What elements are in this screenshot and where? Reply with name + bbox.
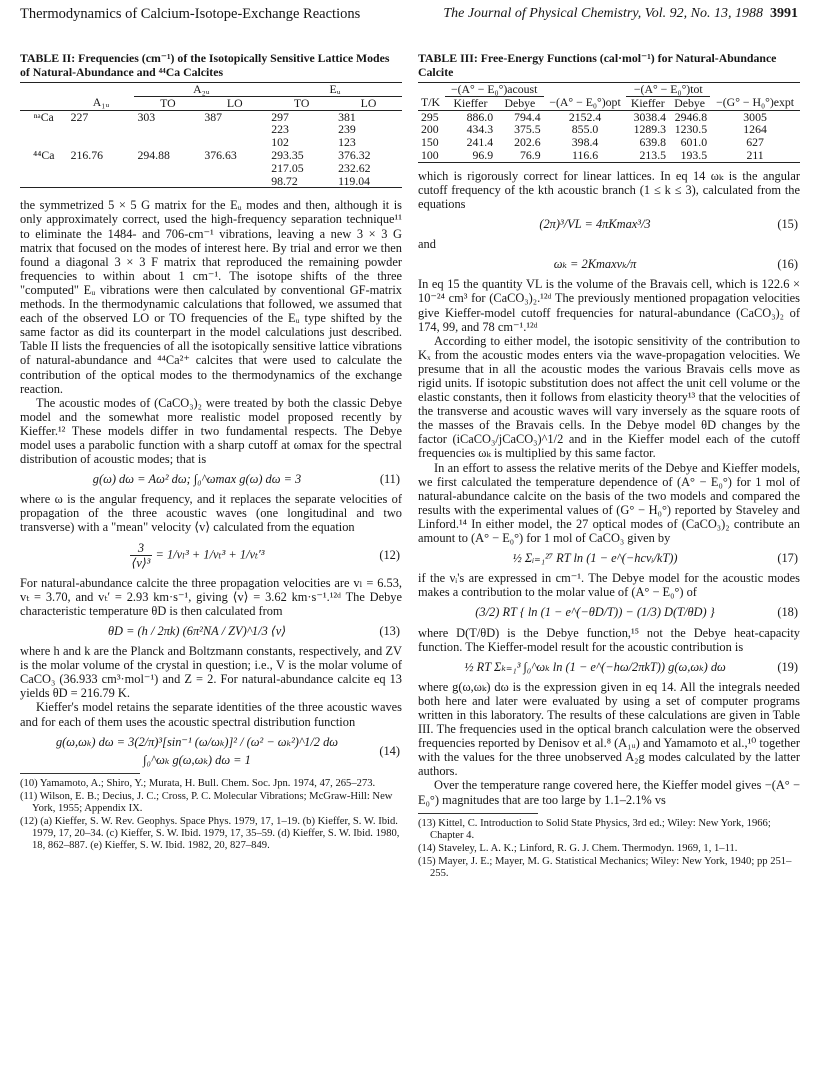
table2-group-a2u: A₂ᵤ: [134, 83, 268, 97]
table2-corner2: [20, 96, 68, 110]
running-title: Thermodynamics of Calcium-Isotope-Exchange Reactions: [20, 6, 361, 22]
paragraph: where ω is the angular frequency, and it replaces the separate velocities of propagation of the three acoustic waves (one longitudinal and two transverse) with a "mean" velocity ⟨v⟩ calculated from the equation: [20, 492, 402, 535]
footnote: (12) (a) Kieffer, S. W. Rev. Geophys. Space Phys. 1979, 17, 1–19. (b) Kieffer, S. W. Ibid. 1979, 17, 20–34. (c) Kieffer, S. W. Ibid. 1979, 17, 35–59. (d) Kieffer, S. W. Ibid. 1980, 18, 862–887. (e) Kieffer, S. W. Ibid. 1982, 20, 827–849.: [20, 815, 400, 851]
table3: [418, 82, 800, 163]
paragraph: For natural-abundance calcite the three propagation velocities are vₗ = 6.53, vₜ = 3.70, and vₜ′ = 2.93 km·s⁻¹, giving ⟨v⟩ = 3.62 km·s⁻¹.¹²ᵈ The Debye characteristic temperature θD is then calculated from: [20, 575, 402, 618]
left-column: [20, 52, 402, 853]
cell: 227: [70, 109, 89, 124]
footnote: (14) Staveley, L. A. K.; Linford, R. G. J. Chem. Thermodyn. 1969, 1, 1–11.: [418, 842, 738, 854]
footnote: (11) Wilson, E. B.; Decius, J. C.; Cross, P. C. Molecular Vibrations; McGraw-Hill: New York, 1955; Appendix IX.: [20, 790, 393, 814]
cell: 216.76: [70, 147, 104, 162]
cell: 387: [204, 109, 223, 124]
paragraph: if the νᵢ's are expressed in cm⁻¹. The Debye model for the acoustic modes makes a contribution to the molar value of (A° − E₀°) of: [418, 571, 800, 600]
table3-row: 100 96.9 76.9 116.6 213.5 193.5 211: [418, 149, 800, 162]
table3-header: −(G° − H₀°)expt: [716, 95, 795, 110]
equation-14: g(ω,ωₖ) dω = 3(2/π)³[sin⁻¹ (ω/ωₖ)]² / (ω² − ωₖ²)^1/2 dω ∫₀^ωₖ g(ω,ωₖ) dω = 1 (14): [55, 734, 400, 767]
equation-12: $\frac{3}{\text{⟨v⟩³}}$ = 1/vₗ³ + 1/vₜ³ + 1/vₜ′³ (12): [131, 540, 400, 570]
equation-17: ½ Σᵢ₌₁²⁷ RT ln (1 − e^(−hcνᵢ/kT)) (17): [512, 551, 798, 566]
paragraph: The acoustic modes of (CaCO₃)₂ were treated by both the classic Debye model and the somewhat more realistic model proposed recently by Kieffer.¹² These models differ in two fundamental respects. The Debye model uses a parabolic function with a sharp cutoff at ωmax for the spectral distribution of acoustic modes; that is: [20, 395, 402, 467]
table3-corner: [418, 83, 445, 97]
footnote: (10) Yamamoto, A.; Shiro, Y.; Murata, H. Bull. Chem. Soc. Jpn. 1974, 47, 265–273.: [20, 777, 376, 789]
cell: 376.32 232.62 119.04: [338, 147, 371, 188]
equation-15: (2π)³/VL = 4πKmax³/3 (15): [539, 217, 798, 232]
paragraph: Kieffer's model retains the separate identities of the three acoustic waves and for each of them uses the acoustic spectral distribution function: [20, 700, 402, 729]
footnote-rule: [418, 813, 538, 814]
table3-header: Debye: [504, 95, 536, 110]
table3-header: Debye: [674, 95, 705, 110]
table3-group-tot: −(A° − E₀°)tot: [626, 83, 710, 97]
cell: 297 223 102: [271, 109, 289, 150]
equation-19: ½ RT Σₖ₌₁³ ∫₀^ωₖ ln (1 − e^(−hω/2πkT)) g(ω,ωₖ) dω (19): [464, 659, 798, 674]
paragraph: In eq 15 the quantity VL is the volume of the Bravais cell, which is 122.6 × 10⁻²⁴ cm³ for (CaCO₃)₂.¹²ᵈ The previously mentioned propagation velocities give Kieffer-model cutoff frequencies for natural-abundance (CaCO₃)₂ of 174, 99, and 78 cm⁻¹.¹²ᵈ: [418, 277, 800, 334]
journal-header: [443, 6, 798, 22]
footnotes-left: [20, 778, 402, 852]
paragraph: and: [418, 237, 436, 252]
table3-group-acoust: −(A° − E₀°)acoust: [445, 83, 544, 97]
paragraph: Over the temperature range covered here, the Kieffer model gives −(A° − E₀°) magnitudes that are too large by 1.1–2.1% vs: [418, 778, 800, 807]
row-label: ⁿᵃCa: [33, 109, 54, 124]
equation-11: g(ω) dω = Aω² dω; ∫₀^ωmax g(ω) dω = 3 (11): [92, 472, 400, 487]
paragraph: According to either model, the isotopic sensitivity of the contribution to Kₓ from the acoustic modes enters via the wave-propagation velocities. We presume that in all the acoustic modes the various Bravais cells move as rigid units. If isotopic substitution does not affect the unit cell volume or the elastic constants, then it follows from elasticity theory¹³ that the velocities of the transverse and acoustic waves will vary inversely as the square roots of the masses of the Bravais cells. In the Debye model θD changes by the factor (iCaCO₃/jCaCO₃)^1/2 and in the Kieffer model each of the cutoff frequencies ωₖ is multiplied by this same factor.: [418, 333, 800, 461]
paragraph: the symmetrized 5 × 5 G matrix for the Eᵤ modes and then, although it is only approximately correct, used the high-frequency separation technique¹¹ to eliminate the 1484- and 706-cm⁻¹ vibrations, leaving a new 3 × 3 G matrix that focused on the modes of interest here. By trial and error we then found a diagonal 3 × 3 F matrix that reproduced the remaining powder frequencies to within about 1 cm⁻¹. The isotope shifts of the three "computed" Eᵤ vibrations were then calculated by conventional GF-matrix methods. In the thermodynamic calculations that followed, we assumed that each of the observed LO or TO frequencies of the Eᵤ type shifted by the same factor as did its counterpart in the model calculations just described. Table II lists the frequencies of all the isotopically sensitive lattice vibrations of natural-abundance and ⁴⁴Ca²⁺ calcites that were used to calculate the contribution of the optical modes to the thermodynamics of the exchange reaction.: [20, 198, 402, 396]
table3-spacer2: [710, 83, 800, 97]
cell: 293.35 217.05 98.72: [271, 147, 304, 188]
paragraph: In an effort to assess the relative merits of the Debye and Kieffer models, we first calculated the temperature dependence of (A° − E₀°) for 1 mol of natural-abundance calcite on the basis of the two models and compared the results with the experimental values of (G° − H₀°) reported by Staveley and Linford.¹⁴ In either model, the 27 optical modes of (CaCO₃)₂ contribute an amount to (A° − E₀°) for 1 mol of CaCO₃ given by: [418, 460, 800, 546]
table3-header: −(A° − E₀°)opt: [549, 95, 621, 110]
equation-18: (3/2) RT { ln (1 − e^(−θD/T)) − (1/3) D(T/θD) } (18): [475, 605, 798, 620]
footnote-rule: [20, 773, 140, 774]
table3-row: 295 886.0 794.4 2152.4 3038.4 2946.8 3005: [421, 109, 767, 124]
table3-header: T/K: [421, 95, 441, 110]
table2-col-a2u-lo: LO: [226, 95, 243, 110]
table3-spacer: [544, 83, 627, 97]
paragraph: where g(ω,ωₖ) dω is the expression given in eq 14. All the integrals needed both here and later were evaluated by using a set of computer programs written in this laboratory. The results of these calculations are given in Table III. The frequencies used in the optical branch calculation were the observed frequencies reported by Denisov et al.⁸ (A₁ᵤ) and Yamamoto et al.,¹⁰ together with the values for the three unobserved A₂g modes calculated by the latter authors.: [418, 679, 800, 779]
footnote: (15) Mayer, J. E.; Mayer, M. G. Statistical Mechanics; Wiley: New York, 1940; pp 251–255.: [418, 855, 792, 879]
table2: [20, 82, 402, 188]
footnote: (13) Kittel, C. Introduction to Solid State Physics, 3rd ed.; Wiley: New York, 1966; Chapter 4.: [418, 817, 771, 841]
table2-col-eu-to: TO: [293, 95, 310, 110]
footnotes-right: [418, 818, 800, 880]
table2-row: [20, 110, 402, 149]
table3-header: Kieffer: [630, 95, 665, 110]
paragraph: where h and k are the Planck and Boltzmann constants, respectively, and ZV is the molar volume of the crystal in question; i.e., V is the molar volume of CaCO₃ (36.933 cm³·mol⁻¹) and Z = 2. For natural-abundance calcite eq 13 yields θD = 216.79 K.: [20, 644, 402, 701]
table2-col-a1u: A₁ᵤ: [92, 95, 110, 110]
table2-group-eu: Eᵤ: [268, 83, 402, 97]
paragraph: which is rigorously correct for linear lattices. In eq 14 ωₖ is the angular cutoff frequency of the kth acoustic branch (1 ≤ k ≤ 3), calculated from the equations: [418, 168, 800, 211]
table2-row: [20, 149, 402, 188]
paragraph: where D(T/θD) is the Debye function,¹⁵ not the Debye heat-capacity function. The Kieffer-model result for the acoustic contribution is: [418, 625, 800, 654]
equation-13: θD = (h / 2πk) (6π²NA / ZV)^1/3 ⟨v⟩ (13): [107, 624, 400, 638]
table2-corner: [20, 83, 68, 97]
table2-col-eu-lo: LO: [360, 95, 377, 110]
row-label: ⁴⁴Ca: [33, 147, 55, 162]
table3-row: 150 241.4 202.6 398.4 639.8 601.0 627: [421, 135, 764, 150]
cell: 303: [137, 109, 156, 124]
table2-spacer: [68, 83, 135, 97]
equation-16: ωₖ = 2Kmaxvₖ/π (16): [553, 257, 798, 272]
table3-header: Kieffer: [453, 95, 488, 110]
cell: 381 239 123: [338, 109, 356, 150]
table3-row: 200 434.3 375.5 855.0 1289.3 1230.5 1264: [421, 122, 767, 137]
cell: 294.88: [137, 147, 170, 162]
table2-col-a2u-to: TO: [160, 95, 176, 110]
cell: 376.63: [204, 147, 237, 162]
page-number: 3991: [770, 6, 798, 21]
journal-citation: The Journal of Physical Chemistry, Vol. 92, No. 13, 1988: [443, 6, 763, 21]
table2-caption: TABLE II: Frequencies (cm⁻¹) of the Isotopically Sensitive Lattice Modes of Natural-Abundance and ⁴⁴Ca Calcites: [20, 51, 390, 79]
table3-caption: TABLE III: Free-Energy Functions (cal·mol⁻¹) for Natural-Abundance Calcite: [418, 51, 777, 79]
right-column: [418, 52, 800, 881]
